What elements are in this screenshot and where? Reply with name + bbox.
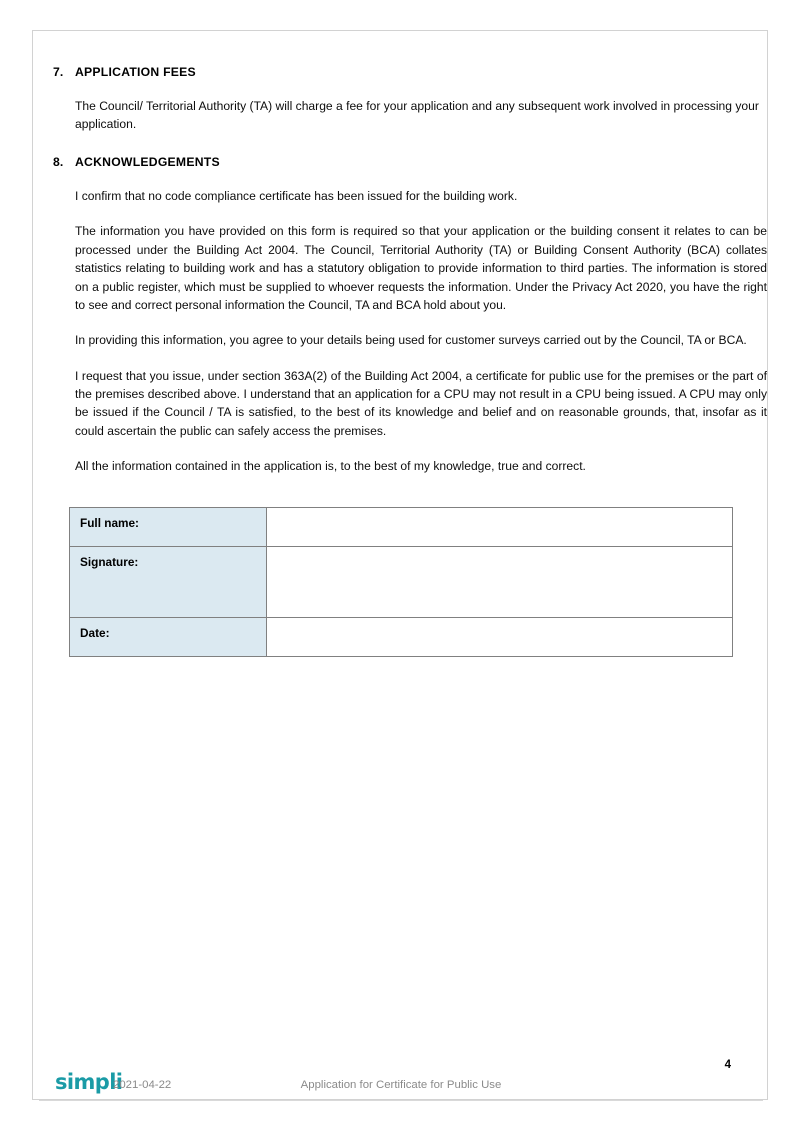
spacer (75, 440, 769, 457)
acknowledgement-paragraph-4: I request that you issue, under section 363A(2) of the Building Act 2004, a certificate for public use for the premises or the part of the premises described above. I understand that an application for a CPU may not result in a CPU being issued. A CPU may only be issued if the Council / TA is satisfied, to the best of its knowledge and belief and on reasonable grounds, that, insofar as it could ascertain the public can safely access the premises. (75, 368, 767, 438)
section-application-fees (33, 65, 769, 133)
spacer (75, 205, 769, 222)
section-8-number: 8. (53, 155, 64, 170)
spacer (75, 170, 769, 187)
acknowledgement-paragraph-5: All the information contained in the application is, to the best of my knowledge, true and correct. (75, 459, 586, 474)
section-7-title: APPLICATION FEES (75, 65, 196, 79)
footer-divider (39, 1100, 763, 1101)
section-7-paragraph-1: The Council/ Territorial Authority (TA) will charge a fee for your application and any subsequent work involved in processing your application. (75, 98, 759, 132)
table-row (70, 618, 733, 657)
table-row (70, 508, 733, 547)
signature-table (69, 507, 733, 657)
full-name-label: Full name: (70, 508, 267, 547)
table-row (70, 547, 733, 618)
document-page (32, 30, 768, 1100)
full-name-input[interactable] (267, 508, 733, 547)
simpli-logo: simpli (55, 1070, 123, 1094)
page-number: 4 (724, 1059, 731, 1071)
document-content (33, 31, 769, 476)
signature-label: Signature: (70, 547, 267, 618)
spacer (75, 80, 769, 97)
section-8-title: ACKNOWLEDGEMENTS (75, 155, 220, 170)
date-label: Date: (70, 618, 267, 657)
footer-document-title: Application for Certificate for Public Use (300, 1079, 502, 1091)
page-footer (33, 1067, 769, 1101)
spacer (33, 133, 769, 155)
spacer (75, 350, 769, 367)
section-acknowledgements (33, 155, 769, 475)
acknowledgement-paragraph-2: The information you have provided on this form is required so that your application or the building consent it relates to can be processed under the Building Act 2004. The Council, Territorial Authority (TA) or Building Consent Authority (BCA) collates statistics relating to building work and has a statutory obligation to provide information to third parties. The information is stored on a public register, which must be supplied to whoever requests the information. Under the Privacy Act 2020, you have the right to see and correct personal information the Council, TA and BCA hold about you. (75, 224, 767, 312)
footer-date: 2021-04-22 (113, 1079, 172, 1091)
section-7-number: 7. (53, 65, 64, 79)
top-spacer (33, 31, 769, 65)
signature-input[interactable] (267, 547, 733, 618)
spacer (75, 314, 769, 331)
acknowledgement-paragraph-3: In providing this information, you agree to your details being used for customer surveys carried out by the Council, TA or BCA. (75, 333, 747, 348)
acknowledgement-paragraph-1: I confirm that no code compliance certificate has been issued for the building work. (75, 189, 518, 204)
date-input[interactable] (267, 618, 733, 657)
